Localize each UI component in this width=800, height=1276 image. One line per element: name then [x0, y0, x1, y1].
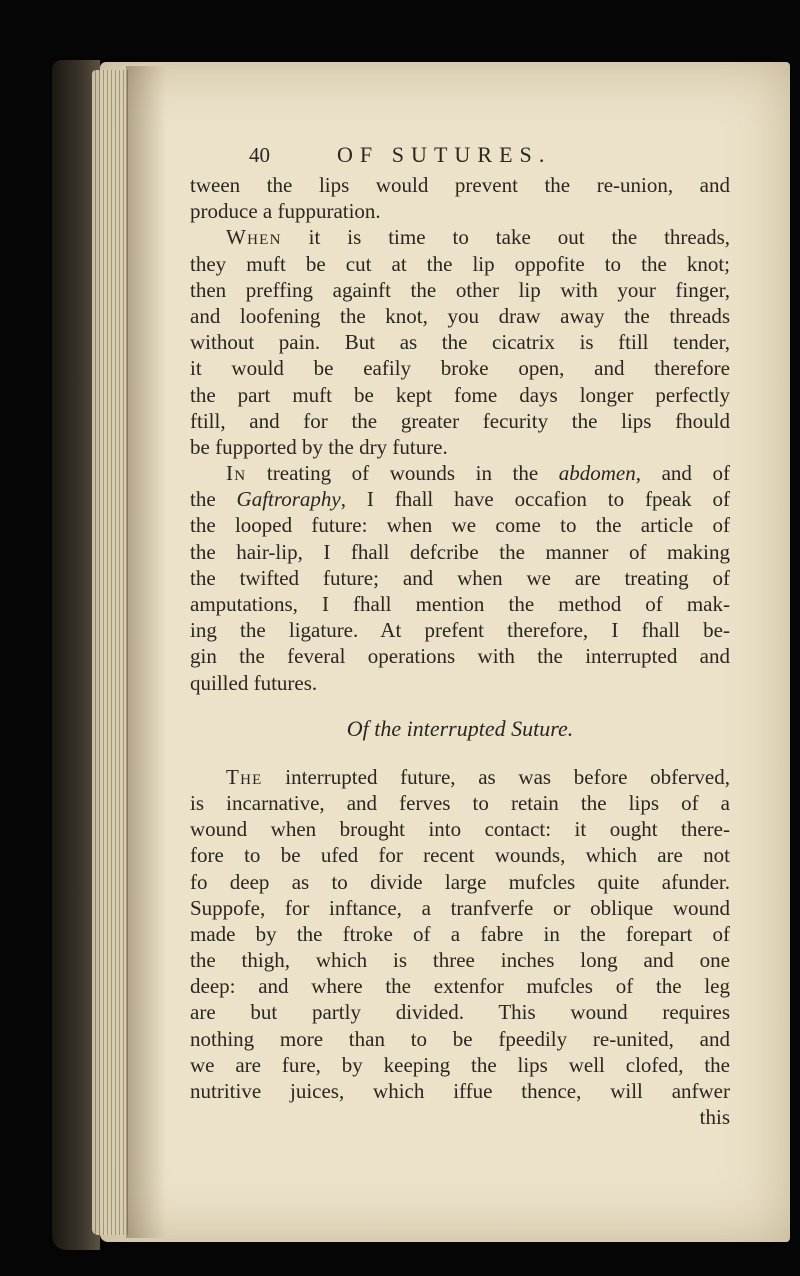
- text-line: are but partly divided. This wound requires: [190, 1000, 730, 1025]
- text-line: made by the ftroke of a fabre in the forepart of: [190, 921, 730, 946]
- text-line: [190, 486, 730, 512]
- text-run: the: [190, 487, 237, 512]
- paragraph-1: [190, 172, 730, 224]
- page-edges: [92, 70, 128, 1235]
- text-line: the part muft be kept fome days longer perfectly: [190, 382, 730, 407]
- paragraph-4: [190, 764, 730, 1104]
- catchword: this: [699, 1105, 730, 1130]
- paragraph-2: [190, 224, 730, 460]
- text-line: produce a fuppuration.: [190, 199, 381, 224]
- page-text: [190, 142, 730, 1130]
- text-line: Suppofe, for inftance, a tranfverfe or oblique wound: [190, 895, 730, 920]
- text-line: nothing more than to be fpeedily re-united, and: [190, 1026, 730, 1051]
- text-line: fore to be ufed for recent wounds, which are not: [190, 843, 730, 868]
- text-line: the thigh, which is three inches long and one: [190, 948, 730, 973]
- lead-word: The: [226, 764, 263, 789]
- text-line: ftill, and for the greater fecurity the lips fhould: [190, 408, 730, 433]
- text-line: gin the feveral operations with the interrupted and: [190, 644, 730, 669]
- text-line: without pain. But as the cicatrix is ftill tender,: [190, 330, 730, 355]
- italic-term: abdomen: [558, 461, 636, 486]
- text-line: nutritive juices, which iffue thence, will anfwer: [190, 1079, 730, 1103]
- text-line: and loofening the knot, you draw away the threads: [190, 303, 730, 328]
- text-line: they muft be cut at the lip oppofite to the knot;: [190, 251, 730, 276]
- text-line: is incarnative, and ferves to retain the lips of a: [190, 790, 730, 815]
- text-line: [190, 764, 730, 790]
- text-line: it would be eafily broke open, and therefore: [190, 356, 730, 381]
- text-line: tween the lips would prevent the re-union, and: [190, 173, 730, 197]
- paragraph-3: [190, 460, 730, 696]
- text-line: [190, 460, 730, 486]
- gutter-shadow: [126, 66, 166, 1238]
- text-line: [190, 224, 730, 250]
- text-run: , and of: [635, 461, 730, 486]
- italic-term: Gaftroraphy: [236, 487, 341, 512]
- text-line: fo deep as to divide large mufcles quite afunder.: [190, 869, 730, 894]
- text-line: amputations, I fhall mention the method of mak-: [190, 592, 730, 616]
- running-title: OF SUTURES.: [337, 142, 552, 167]
- text-line: the hair-lip, I fhall defcribe the manner of making: [190, 539, 730, 564]
- text-line: wound when brought into contact: it ought there-: [190, 817, 730, 842]
- text-line: the looped future: when we come to the article of: [190, 513, 730, 538]
- running-head: [190, 142, 730, 172]
- text-run: interrupted future, as was before obferved,: [262, 764, 730, 789]
- lead-word: When: [226, 225, 282, 250]
- text-line: the twifted future; and when we are treating of: [190, 565, 730, 590]
- text-line: be fupported by the dry future.: [190, 434, 448, 459]
- text-run: treating of wounds in the: [246, 461, 559, 486]
- text-run: it is time to take out the threads,: [281, 225, 730, 250]
- text-line: then preffing againft the other lip with your finger,: [190, 277, 730, 302]
- lead-word: In: [226, 461, 247, 486]
- text-line: ing the ligature. At prefent therefore, I fhall be-: [190, 618, 730, 643]
- page-number: 40: [249, 143, 270, 167]
- text-run: , I fhall have occafion to fpeak of: [340, 487, 730, 512]
- text-line: we are fure, by keeping the lips well clofed, the: [190, 1052, 730, 1077]
- text-line: deep: and where the extenfor mufcles of the leg: [190, 974, 730, 999]
- text-line: quilled futures.: [190, 670, 318, 695]
- section-heading: Of the interrupted Suture.: [346, 715, 574, 741]
